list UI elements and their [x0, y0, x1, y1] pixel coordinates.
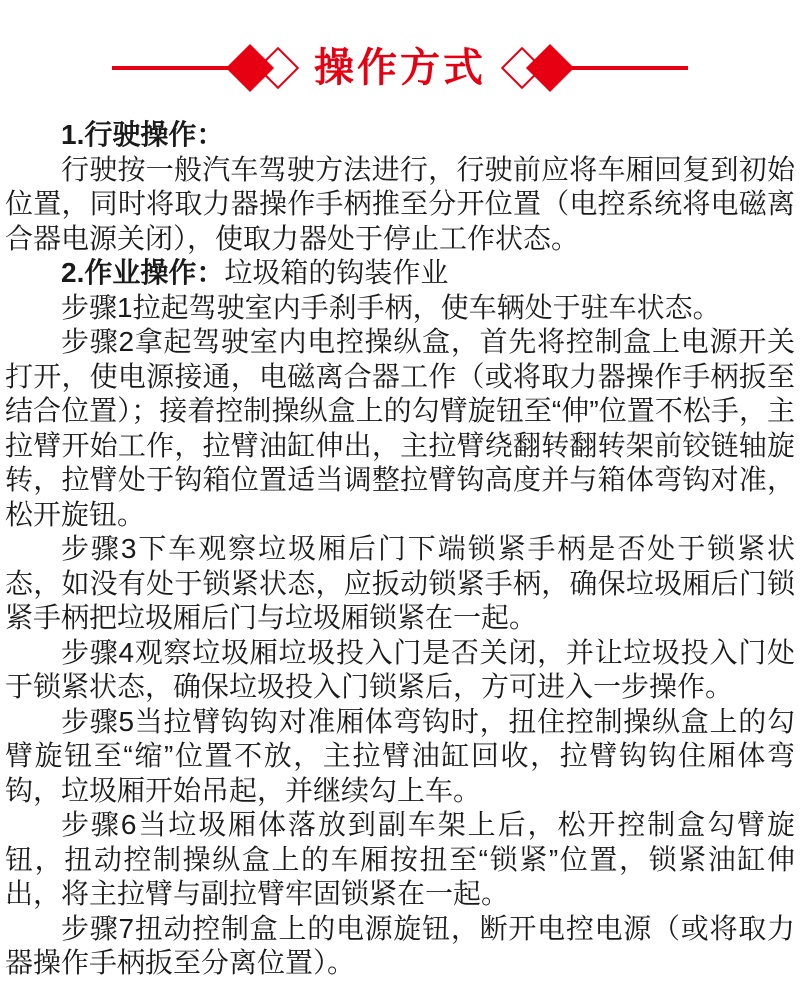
diamond-ornament-left	[230, 42, 300, 94]
header-rule-right	[570, 66, 688, 70]
page-title: 操作方式	[314, 46, 486, 90]
step-2-paragraph: 步骤2拿起驾驶室内电控操纵盒，首先将控制盒上电源开关打开，使电源接通，电磁离合器工作（或将取力器操作手柄扳至结合位置）；接着控制操纵盒上的勾臂旋钮至“伸”位置不松手，主拉臂开始工作，拉臂油缸伸出，主拉臂绕翻转翻转架前铰链轴旋转，拉臂处于钩箱位置适当调整拉臂钩高度并与箱体弯钩对准，松开旋钮。	[5, 326, 795, 530]
section1-heading: 1.行驶操作：	[61, 119, 225, 150]
header-rule-left	[112, 66, 230, 70]
section-header	[0, 42, 800, 94]
section2-heading-subtitle: 垃圾箱的钩装作业	[224, 257, 449, 288]
step-6-paragraph: 步骤6当垃圾厢体落放到副车架上后，松开控制盒勾臂旋钮，扭动控制操纵盒上的车厢按扭至“锁紧”位置，锁紧油缸伸出，将主拉臂与副拉臂牢固锁紧在一起。	[5, 809, 795, 909]
instructions-text	[0, 118, 800, 981]
section2-heading-bold: 2.作业操作：	[61, 257, 225, 288]
step-1-paragraph: 步骤1拉起驾驶室内手刹手柄，使车辆处于驻车状态。	[61, 291, 721, 323]
section1-paragraph: 行驶按一般汽车驾驶方法进行，行驶前应将车厢回复到初始位置，同时将取力器操作手柄推至分开位置（电控系统将电磁离合器电源关闭），使取力器处于停止工作状态。	[5, 153, 795, 254]
step-3-paragraph: 步骤3下车观察垃圾厢后门下端锁紧手柄是否处于锁紧状态，如没有处于锁紧状态，应扳动锁紧手柄，确保垃圾厢后门锁紧手柄把垃圾厢后门与垃圾厢锁紧在一起。	[5, 533, 795, 633]
step-7-paragraph: 步骤7扭动控制盒上的电源旋钮，断开电控电源（或将取力器操作手柄扳至分离位置）。	[5, 912, 795, 978]
filled-diamond-icon	[526, 44, 574, 92]
filled-diamond-icon	[226, 44, 274, 92]
step-4-paragraph: 步骤4观察垃圾厢垃圾投入门是否关闭，并让垃圾投入门处于锁紧状态，确保垃圾投入门锁紧后，方可进入一步操作。	[5, 636, 795, 702]
diamond-ornament-right	[500, 42, 570, 94]
step-5-paragraph: 步骤5当拉臂钩钩对准厢体弯钩时，扭住控制操纵盒上的勾臂旋钮至“缩”位置不放，主拉臂油缸回收，拉臂钩钩住厢体弯钩，垃圾厢开始吊起，并继续勾上车。	[5, 705, 795, 806]
section2-heading	[5, 256, 795, 291]
